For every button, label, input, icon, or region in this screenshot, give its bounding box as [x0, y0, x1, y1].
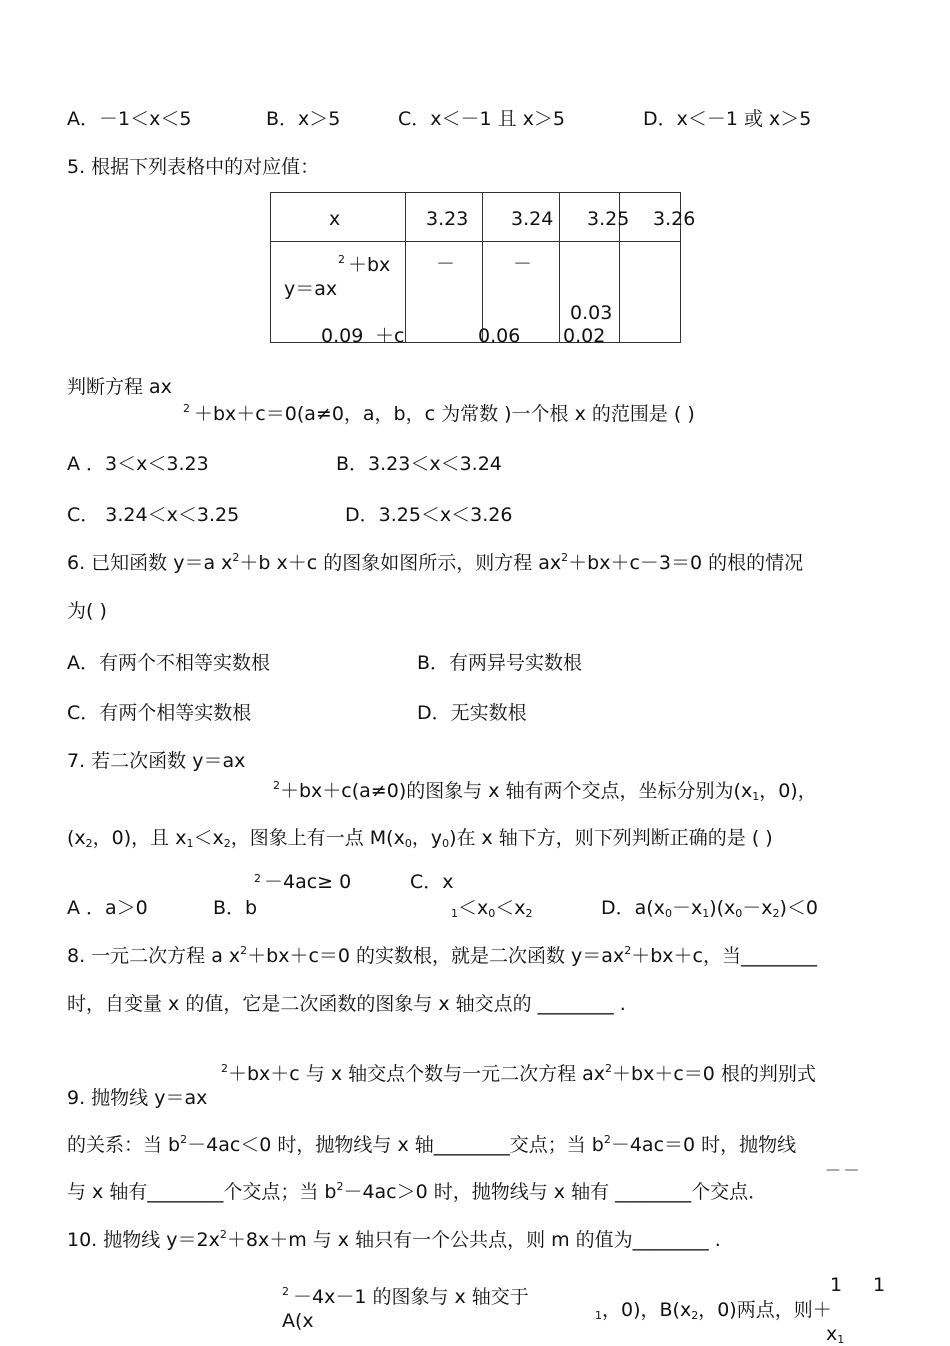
q10-stem: 10. 抛物线 $y=2x^2+8x+m$ 与 x 轴只有一个公共点，则 m 的值为________ . — [67, 1228, 721, 1251]
q7-option-a: A ．a＞0 — [67, 897, 148, 919]
q7-stem: 7. 若二次函数 y＝ax — [67, 750, 246, 772]
q11-stem-a: A(x — [282, 1310, 314, 1332]
q9-line3: 与 x 轴有________个交点；当 $b^2-4ac>0$ 时，抛物线与 x 轴有 ________个交点． — [67, 1180, 768, 1203]
table-x-value: 3.23 — [406, 193, 483, 242]
q11-stem-top: －4x－1 的图象与 x 轴交于 — [293, 1286, 529, 1308]
table-x-value: 3.25 — [560, 193, 620, 242]
q4-option-c: C．x＜－1 且 x＞5 — [398, 108, 566, 130]
q11-frac-num1: 1 — [830, 1274, 843, 1296]
value-table — [270, 192, 696, 347]
q6-option-d: D．无实数根 — [417, 702, 527, 724]
q6-stem-line2: 为( ) — [67, 600, 107, 622]
table-y-value: － 0.06 — [483, 242, 560, 343]
q7-option-b: B．b — [213, 897, 258, 919]
q5-judge-line2: ＋bx＋c＝0(a≠0，a，b，c 为常数 )一个根 x 的范围是 ( ) — [194, 403, 695, 425]
q6-option-c: C．有两个相等实数根 — [67, 702, 252, 724]
q6-option-b: B．有两异号实数根 — [417, 652, 583, 674]
q7-option-b-tail: －4ac≥ 0 — [264, 871, 352, 893]
q11-stem-b: 1，0)，B(x2，0)两点，则＋ — [595, 1299, 832, 1322]
q7-option-c-head: C．x — [410, 871, 454, 893]
q7-stem-cont: $^2$＋bx＋c(a≠0)的图象与 x 轴有两个交点，坐标分别为(x1，0)， — [273, 779, 817, 803]
q5-option-a: A ．3＜x＜3.23 — [67, 453, 209, 475]
q5-option-d: D．3.25＜x＜3.26 — [345, 504, 513, 526]
q8-stem: 8. 一元二次方程 a $x^2+bx+c=0$ 的实数根，就是二次函数 $y=ax^2+bx+c$，当________ — [67, 944, 817, 967]
q11-frac-den1: x1 — [826, 1323, 845, 1346]
q7-option-d: D．a(x0－x1)(x0－x2)＜0 — [601, 897, 819, 920]
q6-stem: 6. 已知函数 y＝a $x^2+b$ x＋c 的图象如图所示，则方程 $ax^2+bx+c-3=0$ 的根的情况 — [67, 551, 804, 574]
table-x-header: x — [271, 193, 406, 242]
q9-stem: 9. 抛物线 y＝ax — [67, 1087, 208, 1109]
q5-option-c: C． 3.24＜x＜3.25 — [67, 504, 240, 526]
q9-dash-marks: — — — [826, 1162, 859, 1178]
table-y-header: 2 ＋bx y＝ax 0.09 ＋c — [271, 242, 406, 343]
table-y-value: － — [406, 242, 483, 343]
q4-option-b: B．x＞5 — [266, 108, 341, 130]
q8-stem-line2: 时，自变量 x 的值，它是二次函数的图象与 x 轴交点的 ________ . — [67, 993, 626, 1015]
q9-line2: 的关系：当 $b^2-4ac<0$ 时，抛物线与 x 轴________交点；当 $b^2-4ac=0$ 时，抛物线 — [67, 1133, 797, 1156]
q7-option-c-tail: 1＜x0＜x2 — [451, 897, 533, 920]
q4-option-d: D．x＜－1 或 x＞5 — [643, 108, 812, 130]
table-x-value: 3.26 — [620, 193, 681, 242]
q6-option-a: A．有两个不相等实数根 — [67, 652, 270, 674]
q5-stem: 5. 根据下列表格中的对应值： — [67, 156, 320, 178]
q11-frac-num2: 1 — [873, 1274, 886, 1296]
q7-stem-line2: (x2，0)，且 x1＜x2，图象上有一点 M(x0，y0)在 x 轴下方，则下列判断正确的是 ( ) — [67, 827, 773, 850]
q5-option-b: B．3.23＜x＜3.24 — [336, 453, 502, 475]
table-y-value: 0.03 0.02 — [560, 242, 620, 343]
table-y-value — [620, 242, 681, 343]
q4-option-a: A．－1＜x＜5 — [67, 108, 192, 130]
table-x-value: 3.24 — [483, 193, 560, 242]
q9-stem-top: $^2$＋bx＋c 与 x 轴交点个数与一元二次方程 $ax^2+bx+c=0$ 根的判别式 — [221, 1062, 816, 1085]
q5-judge-line1: 判断方程 ax — [67, 376, 172, 398]
